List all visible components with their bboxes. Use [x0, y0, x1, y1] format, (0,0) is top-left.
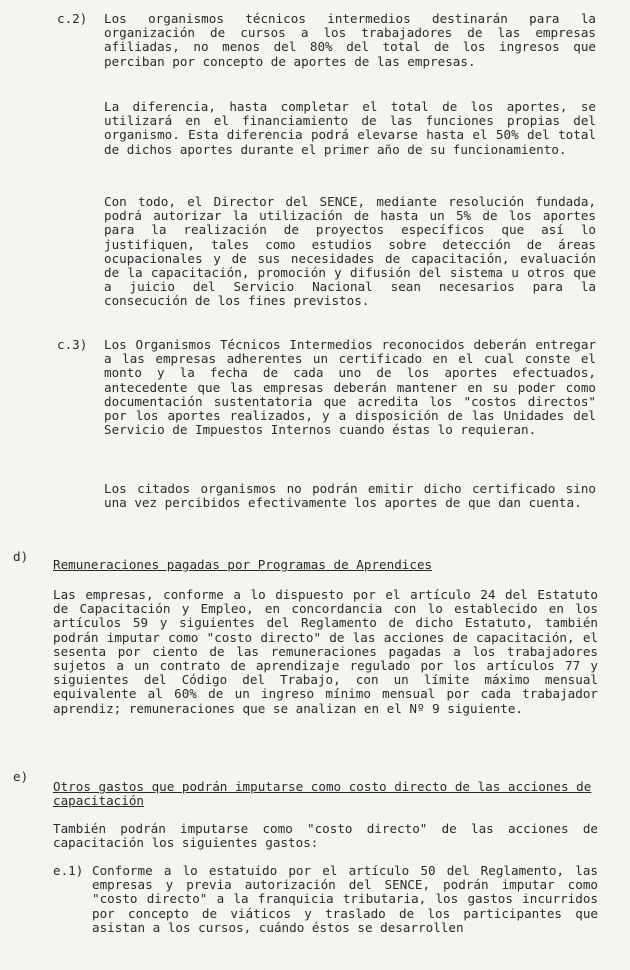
c2-paragraph-3: Con todo, el Director del SENCE, mediante resolución fundada, podrá autorizar la utilización de hasta un 5% de los aportes para la realización de proyectos específicos que así lo justifiquen, tales como estudios sobre detección de áreas ocupacionales y de sus necesidades de capacitación, evaluación de la capacitación, promoción y difusión del sistema u otros que a juicio del Servicio Nacional sean necesarios para la consecución de los fines previstos. — [104, 194, 596, 309]
c3-paragraph-2: Los citados organismos no podrán emitir dicho certificado sino una vez percibidos efectivamente los aportes de que dan cuenta. — [104, 481, 596, 511]
section-d-paragraph: Las empresas, conforme a lo dispuesto por el artículo 24 del Estatuto de Capacitación y Empleo, en concordancia con lo establecido en los artículos 59 y siguientes del Reglamento de dicho Estatuto, también podrán imputar como "costo directo" de las acciones de capacitación, el sesenta por ciento de las remuneraciones pagadas a los trabajadores sujetos a un contrato de aprendizaje regulado por los artículos 77 y siguientes del Código del Trabajo, con un límite máximo mensual equivalente al 60% de un ingreso mínimo mensual por cada trabajador aprendiz; remuneraciones que se analizan en el Nº 9 siguiente. — [53, 587, 598, 716]
c2-paragraph-2: La diferencia, hasta completar el total de los aportes, se utilizará en el financiamiento de las funciones propias del organismo. Esta diferencia podrá elevarse hasta el 50% del total de dichos aportes durante el primer año de su funcionamiento. — [104, 99, 596, 157]
e1-paragraph: Conforme a lo estatuido por el artículo 50 del Reglamento, las empresas y previa autorización del SENCE, podrán imputar como "costo directo" a la franquicia tributaria, los gastos incurridos por concepto de viáticos y traslado de los participantes que asistan a los cursos, cuándo éstos se desarrollen — [92, 863, 598, 935]
section-e-heading: Otros gastos que podrán imputarse como costo directo de las acciones de capacitación — [53, 779, 592, 809]
item-label-e1: e.1) — [53, 863, 84, 878]
section-label-d: d) — [13, 549, 29, 564]
section-label-e: e) — [13, 769, 29, 784]
section-e-paragraph: También podrán imputarse como "costo directo" de las acciones de capacitación los siguientes gastos: — [53, 821, 598, 851]
item-label-c2: c.2) — [57, 11, 88, 26]
section-d-heading: Remuneraciones pagadas por Programas de Aprendices — [53, 557, 433, 572]
c3-paragraph-1: Los Organismos Técnicos Intermedios reconocidos deberán entregar a las empresas adherentes un certificado en el cual conste el monto y la fecha de cada uno de los aportes efectuados, antecedente que las empresas deberán mantener en su poder como documentación sustentatoria que acredita los "costos directos" por los aportes realizados, y a disposición de las Unidades del Servicio de Impuestos Internos cuando éstas lo requieran. — [104, 337, 596, 438]
c2-paragraph-1: Los organismos técnicos intermedios destinarán para la organización de cursos a los trabajadores de las empresas afiliadas, no menos del 80% del total de los ingresos que perciban por concepto de aportes de las empresas. — [104, 11, 596, 69]
item-label-c3: c.3) — [57, 337, 88, 352]
